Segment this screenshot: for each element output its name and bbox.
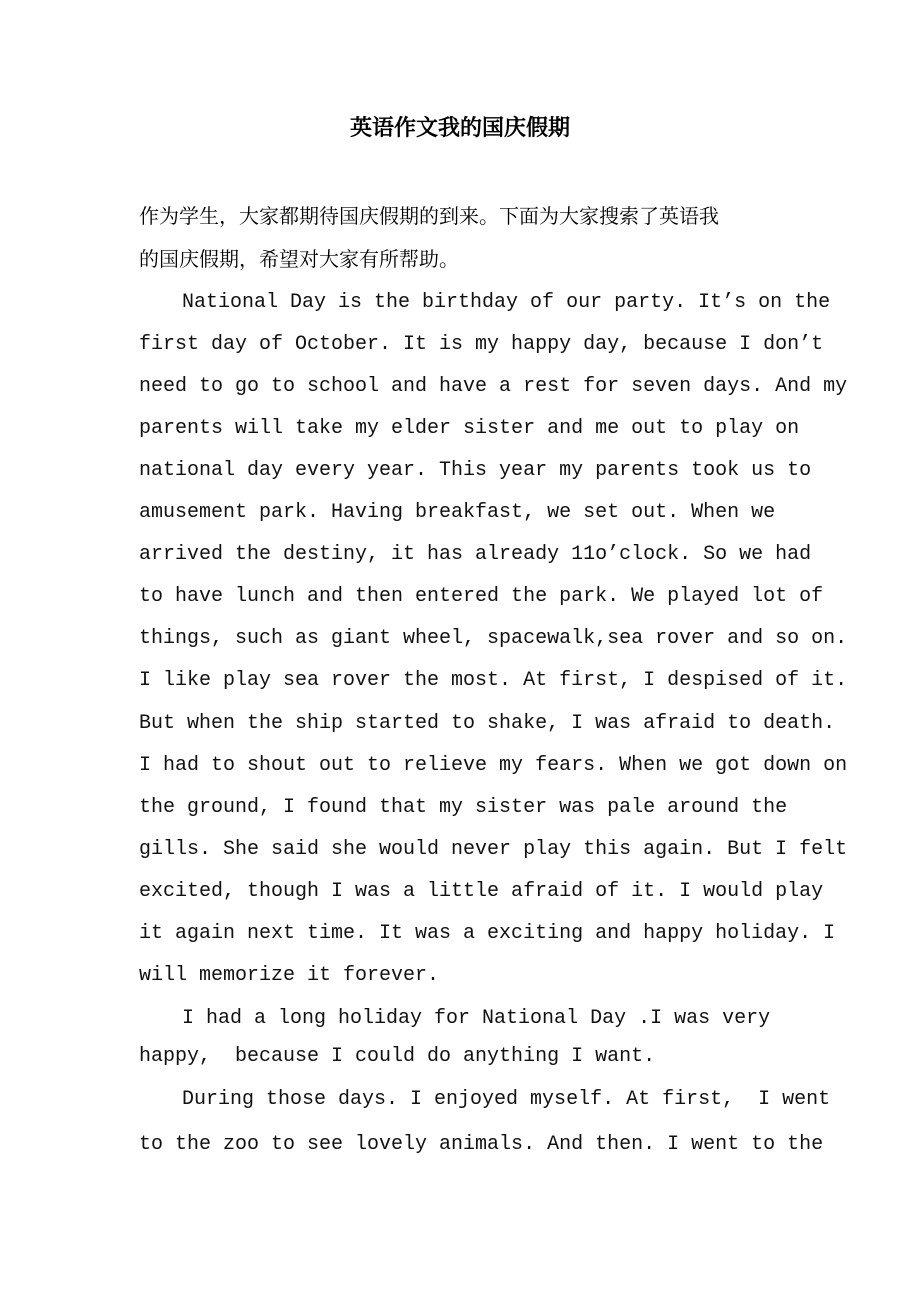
- paragraph-line: parents will take my elder sister and me out to play on: [139, 417, 800, 440]
- paragraph-line: need to go to school and have a rest for seven days. And my: [139, 375, 848, 398]
- paragraph-line: I like play sea rover the most. At first, I despised of it.: [139, 669, 848, 692]
- paragraph-line: I had a long holiday for National Day .I was very: [182, 1007, 771, 1030]
- paragraph-line: the ground, I found that my sister was pale around the: [139, 796, 788, 819]
- paragraph-line: to have lunch and then entered the park. We played lot of: [139, 585, 824, 608]
- paragraph-line: national day every year. This year my parents took us to: [139, 459, 812, 482]
- paragraph-line: will memorize it forever.: [139, 964, 440, 987]
- paragraph-line: arrived the destiny, it has already 11o’clock. So we had: [139, 543, 812, 566]
- paragraph-line: things, such as giant wheel, spacewalk,sea rover and so on.: [139, 627, 848, 650]
- paragraph-line: gills. She said she would never play this again. But I felt: [139, 838, 848, 861]
- paragraph-line: During those days. I enjoyed myself. At first, I went: [182, 1088, 831, 1111]
- paragraph-line: it again next time. It was a exciting and happy holiday. I: [139, 922, 836, 945]
- paragraph-line: to the zoo to see lovely animals. And then. I went to the: [139, 1133, 824, 1156]
- document-title: 英语作文我的国庆假期: [349, 115, 570, 141]
- paragraph-line: first day of October. It is my happy day, because I don’t: [139, 333, 824, 356]
- paragraph-line: But when the ship started to shake, I was afraid to death.: [139, 712, 836, 735]
- intro-line: 的国庆假期，希望对大家有所帮助。: [139, 247, 459, 271]
- paragraph-line: happy, because I could do anything I want.: [139, 1045, 656, 1068]
- intro-line: 作为学生，大家都期待国庆假期的到来。下面为大家搜索了英语我: [139, 204, 719, 228]
- paragraph-line: excited, though I was a little afraid of it. I would play: [139, 880, 824, 903]
- paragraph-line: amusement park. Having breakfast, we set out. When we: [139, 501, 776, 524]
- paragraph-line: National Day is the birthday of our party. It’s on the: [182, 291, 831, 314]
- paragraph-line: I had to shout out to relieve my fears. When we got down on: [139, 754, 848, 777]
